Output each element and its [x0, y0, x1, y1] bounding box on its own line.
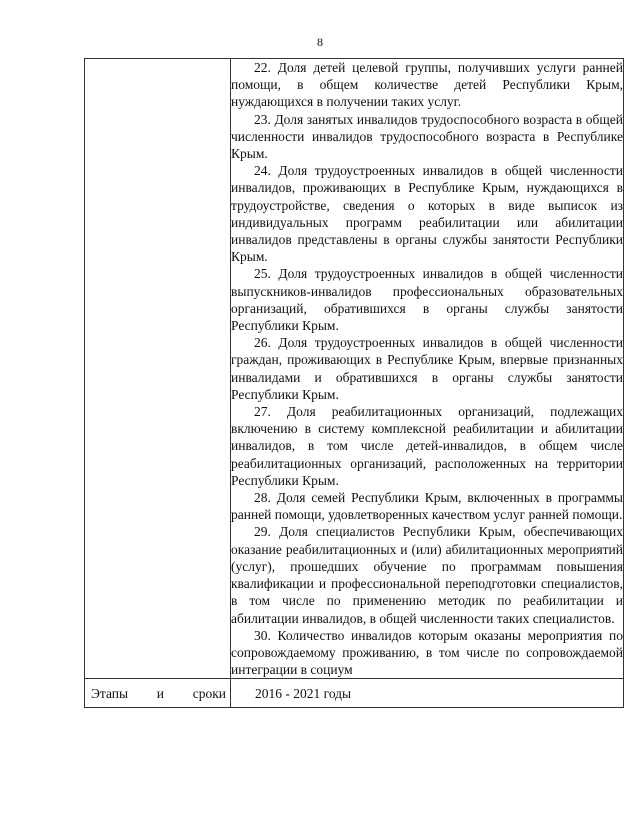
indicator-item-28: 28. Доля семей Республики Крым, включенных в программы ранней помощи, удовлетворенных качеством услуг ранней помощи. [231, 490, 623, 523]
indicator-item-26: 26. Доля трудоустроенных инвалидов в общей численности граждан, проживающих в Республике Крым, впервые признанных инвалидами и обратившихся в органы службы занятости Республики Крым. [231, 335, 623, 402]
stages-label: Этапы и сроки [91, 686, 226, 702]
indicator-item-29: 29. Доля специалистов Республики Крым, обеспечивающих оказание реабилитационных и (или) абилитационных мероприятий (услуг), прошедших обучение по программам повышения квалификации и профессиональной переподготовки специалистов, в том числе по применению методик по реабилитации и абилитации инвалидов, в общей численности таких специалистов. [231, 524, 623, 626]
stages-label-cell [85, 679, 231, 708]
indicators-list-cell [231, 59, 624, 679]
indicator-item-23: 23. Доля занятых инвалидов трудоспособного возраста в общей численности инвалидов трудоспособного возраста в Республике Крым. [231, 111, 623, 162]
stages-row [85, 679, 624, 708]
indicator-item-27: 27. Доля реабилитационных организаций, подлежащих включению в систему комплексной реабилитации и абилитации инвалидов, в том числе детей-инвалидов, в общем числе реабилитационных организаций, расположенных на территории Республики Крым. [231, 404, 623, 488]
indicator-item-24: 24. Доля трудоустроенных инвалидов в общей численности инвалидов, проживающих в Республике Крым, нуждающихся в трудоустройстве, сведения о которых в виде выписок из индивидуальных программ реабилитации или абилитации инвалидов представлены в органы службы занятости Республики Крым. [231, 163, 623, 265]
page-number: 8 [317, 35, 323, 49]
indicator-item-25: 25. Доля трудоустроенных инвалидов в общей численности выпускников-инвалидов профессиональных образовательных организаций, обратившихся в органы службы занятости Республики Крым. [231, 266, 623, 334]
indicator-item-22: 22. Доля детей целевой группы, получивших услуги ранней помощи, в общем количестве детей Республики Крым, нуждающихся в получении таких услуг. [231, 60, 623, 110]
indicators-row [85, 59, 624, 679]
stages-value: 2016 - 2021 годы [255, 686, 352, 702]
stages-value-cell [231, 679, 624, 708]
indicator-item-30: 30. Количество инвалидов которым оказаны мероприятия по сопровождаемому проживанию, в том числе по сопровождаемой интеграции в социум [231, 627, 623, 678]
passport-table [84, 58, 624, 708]
indicators-label-cell [85, 59, 231, 679]
